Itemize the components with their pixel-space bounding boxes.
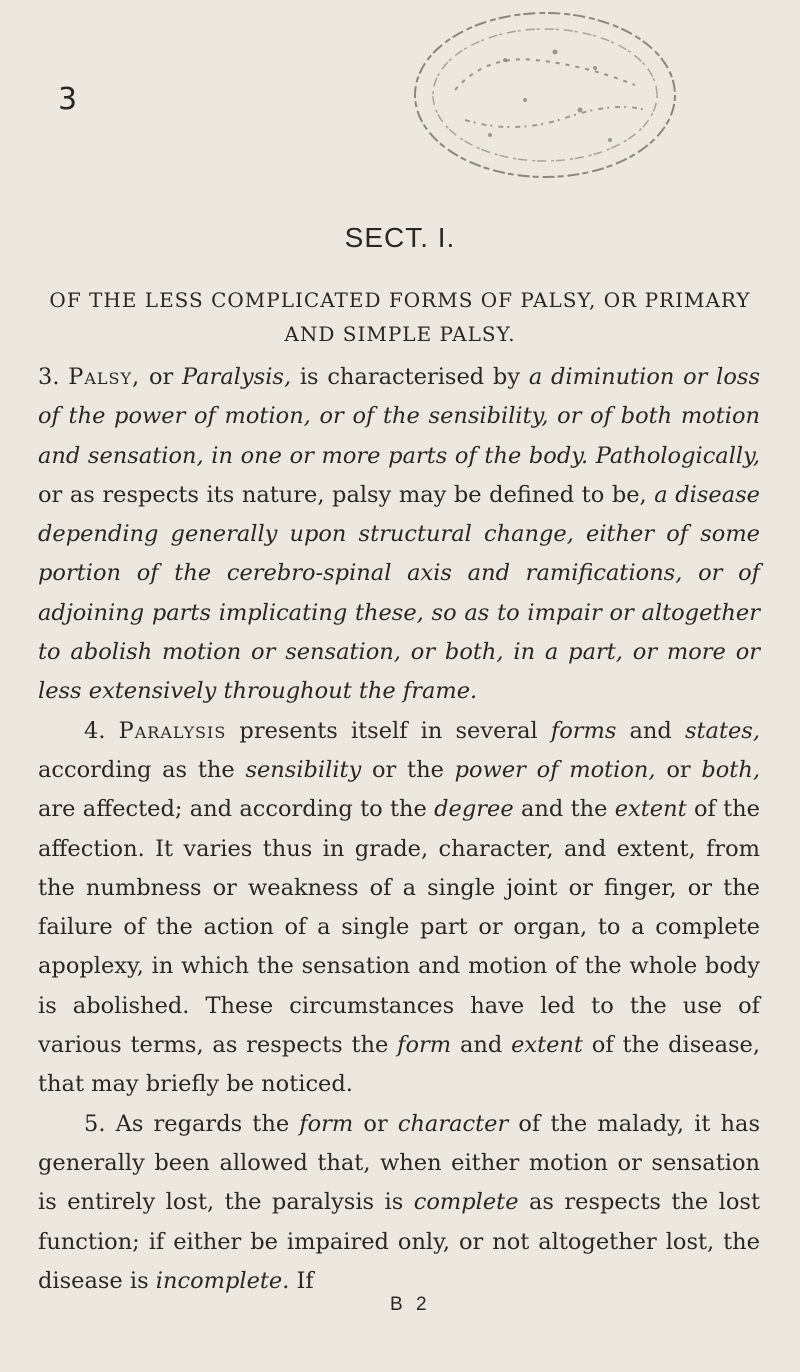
paragraph-number: 4.: [84, 717, 106, 744]
section-subheading: OF THE LESS COMPLICATED FORMS OF PALSY, OR PRIMARY AND SIMPLE PALSY.: [49, 288, 751, 346]
text-run: of the disease, that may briefly be noticed.: [38, 1032, 760, 1098]
italic-run: form: [299, 1110, 354, 1137]
text-run: as respects the lost function; if either be impaired only, or not altogether lost, the disease is: [38, 1189, 760, 1294]
text-run: or: [655, 756, 702, 783]
paragraph-5: [38, 1105, 760, 1301]
italic-run: extent: [614, 796, 687, 823]
italic-run: a diminution or loss of the power of motion, or of the sensibility, or of both motion and sensation, in one or more parts of the body. Pathologically,: [38, 364, 760, 469]
section-heading: SECT. I.: [344, 222, 456, 253]
italic-run: Paralysis,: [182, 364, 292, 390]
paragraph-lead: Paralysis: [118, 717, 227, 744]
italic-run: forms: [550, 717, 617, 744]
italic-run: incomplete.: [155, 1267, 290, 1294]
italic-run: power of motion,: [454, 756, 656, 783]
text-run: and the: [513, 796, 615, 823]
paragraph-3: [38, 358, 760, 712]
italic-run: a disease depending generally upon structural change, either of some portion of the cerebro-spinal axis and ramifications, or of adjoining parts implicating these, so as to impair or altogether to abolish motion or sensation, or both, in a part, or more or less extensively throughout the frame.: [38, 481, 760, 705]
paragraph-lead: Palsy,: [68, 364, 141, 390]
italic-run: character: [397, 1110, 509, 1137]
text-run: and: [616, 717, 685, 744]
paragraph-number: 5.: [84, 1110, 106, 1137]
italic-run: extent: [511, 1032, 583, 1059]
paragraph-4: [38, 712, 760, 1105]
italic-run: sensibility: [245, 756, 362, 783]
text-run: If: [289, 1267, 314, 1294]
text-run: or: [353, 1110, 398, 1137]
library-stamp-icon: [395, 0, 695, 200]
text-run: is characterised by: [291, 364, 529, 390]
text-run: of the affection. It varies thus in grade, character, and extent, from the numbness or weakness of a single joint or finger, or the failure of the action of a single part or organ, to a complete apoplexy, in which the sensation and motion of the whole body is abolished. These circumstances have led to the use of various terms, as respects the: [38, 796, 760, 1059]
italic-run: states,: [684, 717, 760, 744]
text-run: As regards the: [105, 1110, 300, 1137]
text-run: and: [451, 1032, 512, 1059]
text-run: are affected; and according to the: [38, 796, 435, 823]
italic-run: both,: [701, 756, 760, 783]
italic-run: form: [397, 1032, 452, 1059]
text-run: according as the: [38, 756, 246, 783]
paragraph-number: 3.: [38, 364, 60, 390]
signature-mark: B 2: [390, 1294, 431, 1315]
body-text: [38, 358, 760, 1301]
text-run: or as respects its nature, palsy may be defined to be,: [38, 481, 655, 508]
italic-run: degree: [434, 796, 514, 823]
text-run: presents itself in several: [226, 717, 551, 744]
text-run: or the: [361, 756, 455, 783]
text-run: or: [140, 364, 183, 390]
page-number: 3: [58, 82, 78, 117]
italic-run: complete: [413, 1189, 519, 1216]
text-run: of the malady, it has generally been allowed that, when either motion or sensation is entirely lost, the paralysis is: [38, 1110, 760, 1216]
